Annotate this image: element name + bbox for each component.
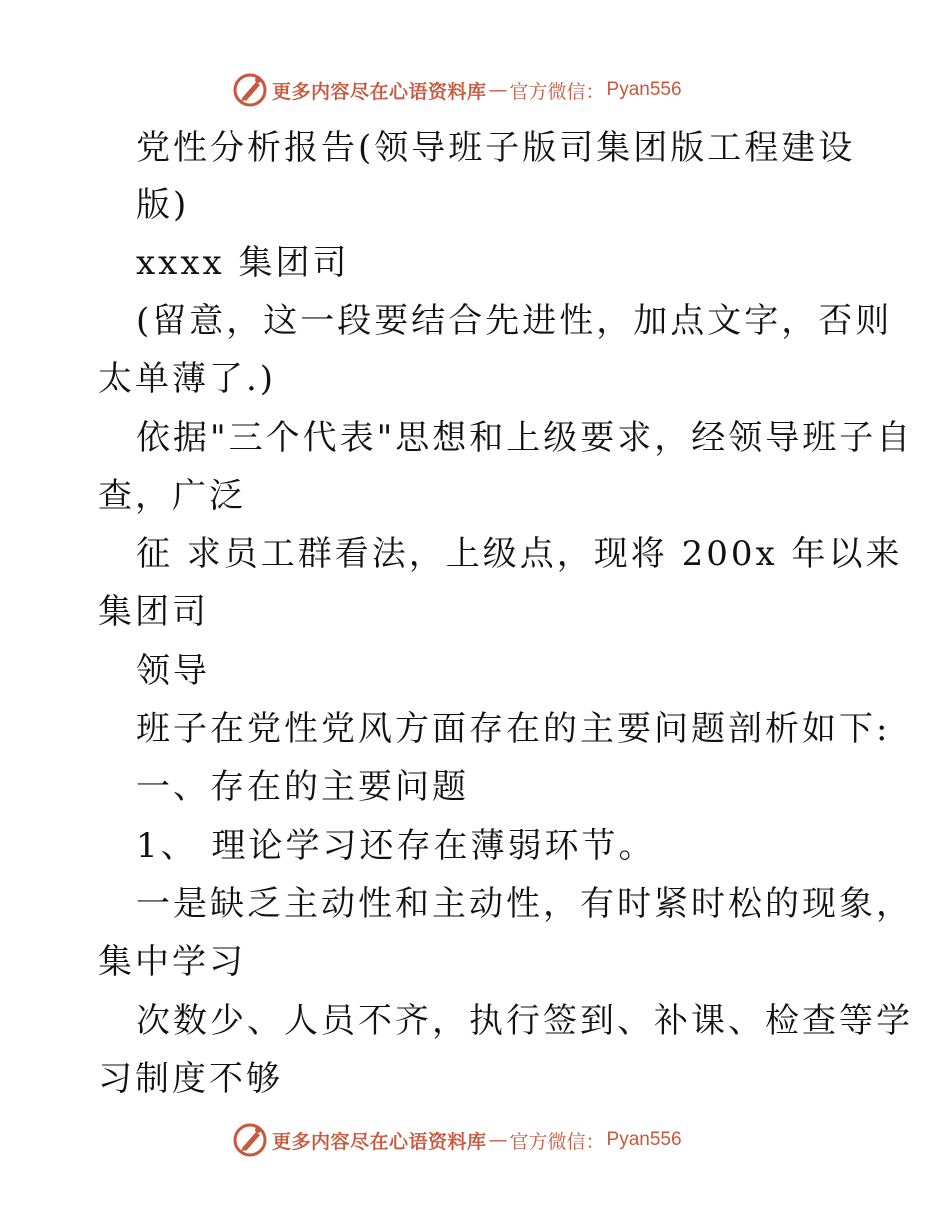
banner-wechat-id: Pyan556	[606, 79, 682, 100]
text-line: (留意，这一段要结合先进性，加点文字，否则	[136, 301, 893, 341]
text-line: xxxx 集团司	[136, 243, 350, 283]
banner-dash: —	[488, 1129, 508, 1151]
pen-logo-icon	[232, 72, 268, 108]
text-line: 集团司	[98, 592, 209, 632]
text-line: 班子在党性党风方面存在的主要问题剖析如下:	[136, 709, 891, 749]
text-line: 依据"三个代表"思想和上级要求，经领导班子自	[136, 418, 914, 458]
text-line: 征 求员工群看法，上级点，现将 200x 年以来	[136, 534, 903, 574]
banner-wechat-id: Pyan556	[606, 1129, 682, 1150]
text-line: 查，广泛	[98, 476, 246, 516]
subsection-heading: 1、 理论学习还存在薄弱环节。	[136, 826, 656, 866]
text-line: 次数少、人员不齐，执行签到、补课、检查等学	[136, 1001, 913, 1041]
banner-wechat-label: 官方微信：	[509, 80, 605, 103]
text-line: 习制度不够	[98, 1059, 283, 1099]
text-line: 一是缺乏主动性和主动性，有时紧时松的现象，	[136, 884, 913, 924]
text-line: 领导	[136, 651, 210, 691]
footer-banner[interactable]	[232, 1122, 682, 1158]
banner-text: 更多内容尽在心语资料库	[272, 1130, 487, 1153]
banner-wechat-label: 官方微信：	[509, 1130, 605, 1153]
text-line: 集中学习	[98, 942, 246, 982]
banner-text: 更多内容尽在心语资料库	[272, 80, 487, 103]
section-heading: 一、存在的主要问题	[136, 767, 469, 807]
text-line: 党性分析报告(领导班子版司集团版工程建设	[136, 128, 856, 168]
header-banner[interactable]	[232, 72, 682, 108]
banner-dash: —	[488, 79, 508, 101]
pen-logo-icon	[232, 1122, 268, 1158]
text-line: 版)	[136, 185, 190, 225]
text-line: 太单薄了.)	[98, 359, 277, 399]
